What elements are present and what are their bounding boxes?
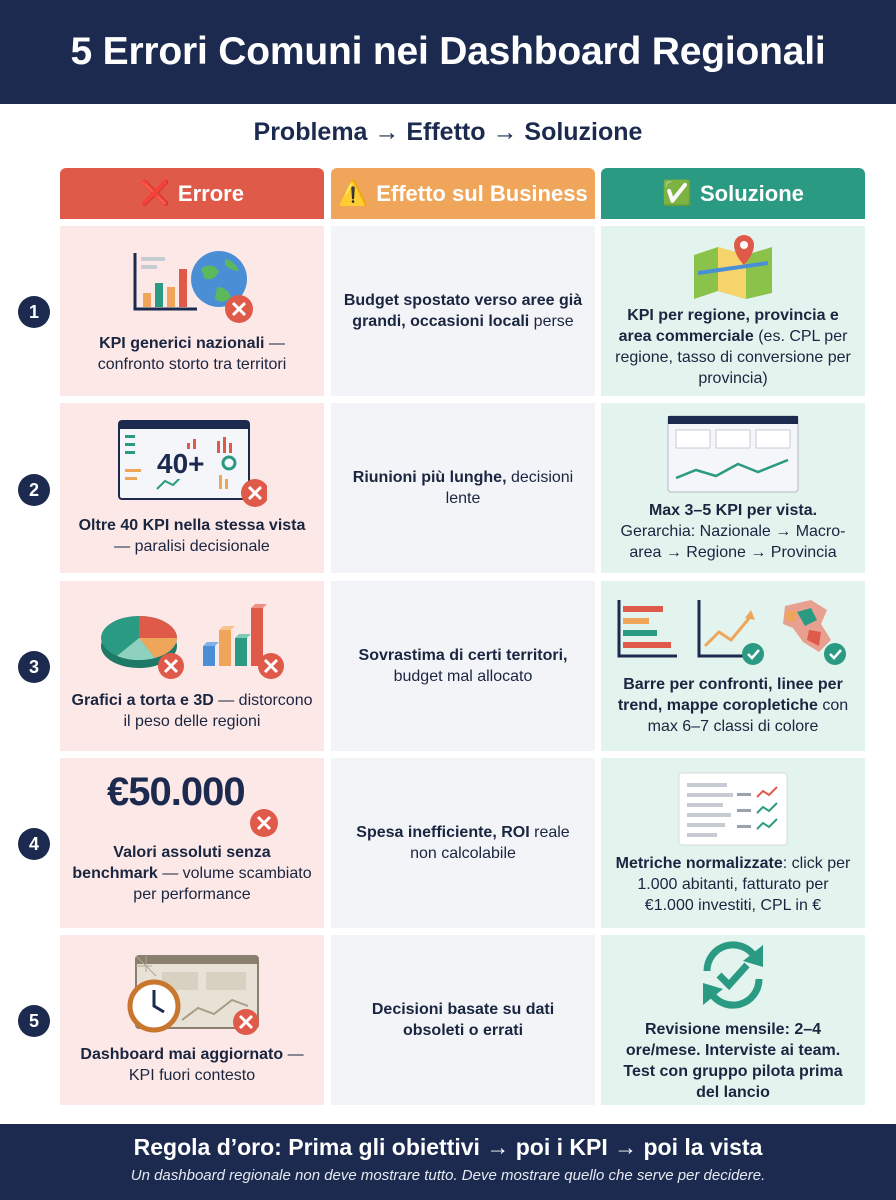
effect-text: Budget spostato verso aree già grandi, occasioni locali perse bbox=[343, 292, 583, 330]
solution-text: Max 3–5 KPI per vista. Gerarchia: Nazionale → Macro-area → Regione → Provincia bbox=[620, 501, 846, 561]
solution-cell bbox=[601, 226, 865, 396]
error-cell bbox=[60, 226, 324, 396]
error-cell bbox=[60, 758, 324, 928]
effect-text: Sovrastima di certi territori, budget mal allocato bbox=[358, 647, 568, 685]
absolute-value: €50.000 bbox=[107, 769, 245, 814]
column-header-label: Errore bbox=[177, 180, 244, 206]
effect-cell bbox=[331, 581, 595, 751]
effect-text: Riunioni più lunghe, decisioni lente bbox=[352, 469, 574, 507]
footer-note: Un dashboard regionale non deve mostrare tutto. Deve mostrare quello che serve per decidere. bbox=[130, 1167, 766, 1184]
page-subtitle: Problema → Effetto → Soluzione bbox=[253, 118, 643, 146]
row-number: 5 bbox=[18, 1005, 50, 1037]
cluttered-dashboard-icon bbox=[117, 419, 267, 509]
warning-icon: ⚠️ bbox=[338, 180, 369, 207]
error-cell bbox=[60, 581, 324, 751]
clean-dashboard-icon bbox=[666, 414, 800, 494]
solution-text: Barre per confronti, linee per trend, mappe coropletiche con max 6–7 classi di colore bbox=[617, 675, 849, 735]
error-text: Oltre 40 KPI nella stessa vista — paralisi decisionale bbox=[78, 517, 306, 555]
header-bar bbox=[0, 0, 896, 104]
solution-cell bbox=[601, 758, 865, 928]
page-title: 5 Errori Comuni nei Dashboard Regionali bbox=[70, 30, 826, 73]
absolute-value-figure bbox=[107, 769, 277, 836]
error-cell bbox=[60, 935, 324, 1105]
solution-cell bbox=[601, 935, 865, 1105]
error-text: Valori assoluti senza benchmark — volume scambiato per performance bbox=[72, 843, 312, 903]
dusty-dashboard-clock-icon bbox=[122, 954, 262, 1038]
solution-text: Metriche normalizzate: click per 1.000 abitanti, fatturato per €1.000 investiti, CPL in € bbox=[615, 854, 851, 914]
kpi-count-badge: 40+ bbox=[157, 448, 205, 479]
effect-cell bbox=[331, 935, 595, 1105]
column-header-error bbox=[60, 168, 324, 219]
map-pin-icon bbox=[688, 233, 778, 299]
bar-chart-globe-icon bbox=[127, 247, 257, 327]
effect-cell bbox=[331, 403, 595, 573]
error-text: KPI generici nazionali — confronto storto tra territori bbox=[97, 335, 287, 373]
effect-cell bbox=[331, 226, 595, 396]
cross-badge-icon bbox=[249, 808, 279, 838]
normalized-report-icon bbox=[677, 771, 789, 847]
solution-cell bbox=[601, 581, 865, 751]
row-number: 4 bbox=[18, 828, 50, 860]
solution-cell bbox=[601, 403, 865, 573]
error-text: Grafici a torta e 3D — distorcono il peso delle regioni bbox=[71, 692, 313, 730]
error-cell bbox=[60, 403, 324, 573]
column-header-effect bbox=[331, 168, 595, 219]
effect-cell bbox=[331, 758, 595, 928]
effect-text: Decisioni basate su dati obsoleti o errati bbox=[371, 1001, 555, 1039]
refresh-check-icon bbox=[693, 937, 773, 1013]
bar-line-map-icon bbox=[615, 596, 851, 668]
effect-text: Spesa inefficiente, ROI reale non calcolabile bbox=[356, 824, 570, 862]
row-number: 2 bbox=[18, 474, 50, 506]
column-header-label: Effetto sul Business bbox=[376, 180, 588, 206]
golden-rule: Regola d’oro: Prima gli obiettivi → poi i KPI → poi la vista bbox=[133, 1134, 763, 1160]
row-number: 1 bbox=[18, 296, 50, 328]
cross-mark-icon: ❌ bbox=[140, 180, 170, 207]
footer-bar bbox=[0, 1124, 896, 1200]
solution-text: KPI per regione, provincia e area commerciale (es. CPL per regione, tasso di conversione per provincia) bbox=[615, 307, 851, 387]
pie-3d-chart-icon bbox=[97, 600, 287, 684]
column-header-label: Soluzione bbox=[700, 180, 804, 206]
error-text: Dashboard mai aggiornato — KPI fuori contesto bbox=[80, 1046, 304, 1084]
solution-text: Revisione mensile: 2–4 ore/mese. Interviste ai team. Test con gruppo pilota prima del lancio bbox=[623, 1021, 843, 1101]
check-mark-icon: ✅ bbox=[662, 180, 692, 207]
column-header-solution bbox=[601, 168, 865, 219]
row-number: 3 bbox=[18, 651, 50, 683]
